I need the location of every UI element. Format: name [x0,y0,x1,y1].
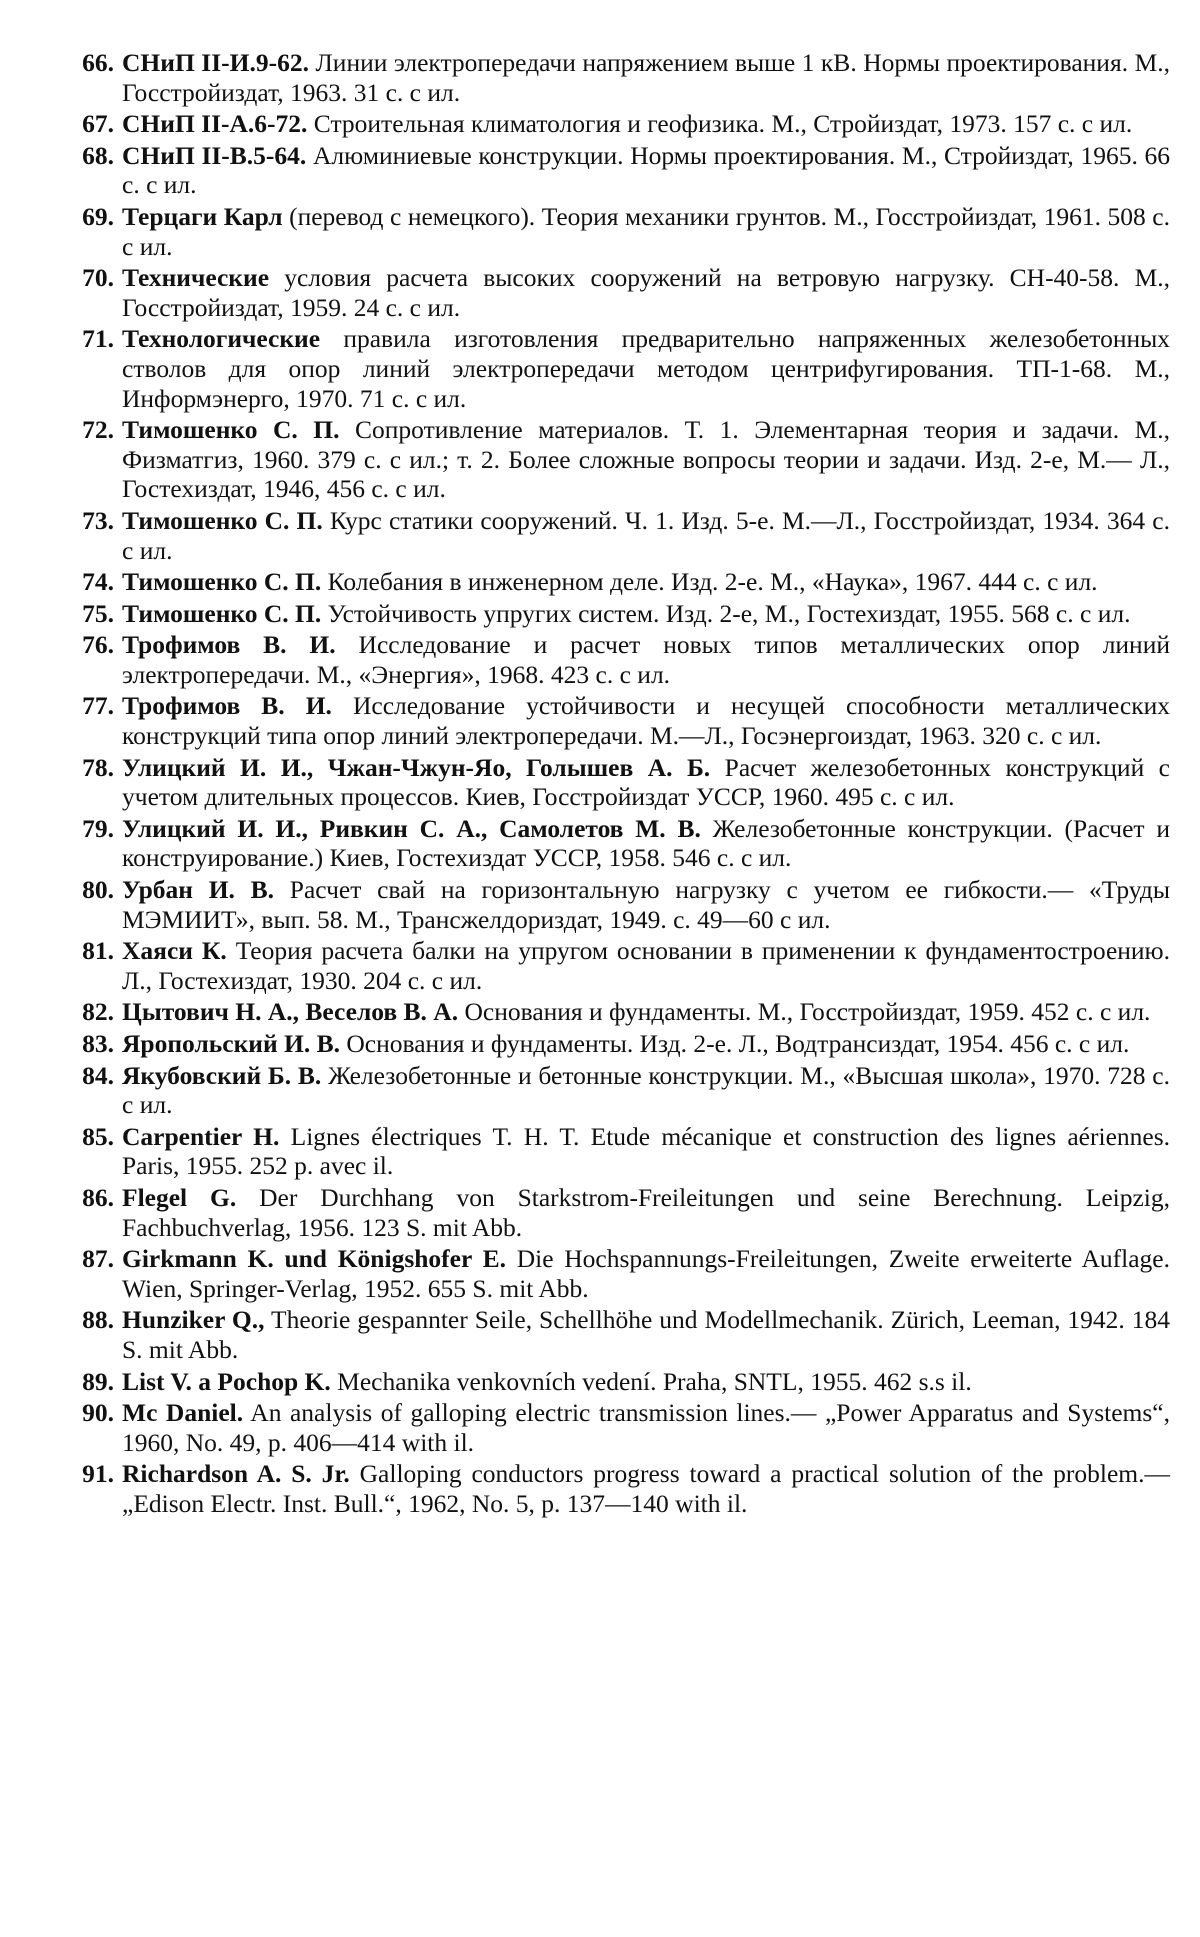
reference-entry [60,506,1170,565]
entry-author: Урбан И. В. [122,875,275,905]
entry-author: Яропольский И. В. [122,1029,340,1058]
entry-author: СНиП II-И.9-62. [122,48,309,77]
entry-text: Die Hochspannungs-Freileitungen, Zweite erweiterte Auflage. Wien, Springer-Verlag, 1952. 655 S. mit Abb. [122,1244,1170,1303]
reference-entry [60,691,1170,750]
entry-number: 88. [82,1305,114,1335]
entry-text: Сопротивление материалов. Т. 1. Элементарная теория и задачи. М., Физматгиз, 1960. 379 с. с ил.; т. 2. Более сложные вопросы теории и задачи. Изд. 2-е, М.— Л., Гостехиздат, 1946, 456 с. с ил. [122,415,1171,504]
entry-number: 89. [82,1366,114,1396]
entry-text: Исследование устойчивости и несущей способности металлических конструкций типа опор линий электропередачи. М.—Л., Госэнергоиздат, 1963. 320 с. с ил. [122,691,1170,751]
reference-entry [60,875,1170,934]
entry-number: 86. [82,1182,114,1212]
entry-text: (перевод с немецкого). Теория механики грунтов. М., Госстройиздат, 1961. 508 с. с ил. [122,201,1170,261]
entry-number: 67. [82,109,114,139]
entry-text: Основания и фундаменты. Изд. 2-е. Л., Водтрансиздат, 1954. 456 с. с ил. [346,1029,1130,1058]
reference-list [60,48,1170,1521]
entry-number: 83. [82,1029,114,1058]
entry-number: 84. [82,1060,114,1090]
entry-number: 76. [82,630,114,660]
entry-number: 68. [82,140,114,170]
entry-text: Theorie gespannter Seile, Schellhöhe und Modellmechanik. Zürich, Leeman, 1942. 184 S. mit Abb. [122,1305,1170,1364]
entry-number: 87. [82,1244,114,1274]
entry-text: Курс статики сооружений. Ч. 1. Изд. 5-е. М.—Л., Госстройиздат, 1934. 364 с. с ил. [122,505,1171,565]
entry-number: 82. [82,997,114,1027]
entry-author: Технологические [122,324,321,354]
entry-text: Lignes électriques T. H. T. Etude mécanique et construction des lignes aériennes. Paris, 1955. 252 p. avec il. [122,1121,1171,1181]
reference-entry [60,1122,1170,1181]
entry-text: Galloping conductors progress toward a practical solution of the problem.— „Edison Electr. Inst. Bull.“, 1962, No. 5, p. 137—140 with il. [122,1459,1170,1518]
reference-entry [60,263,1170,322]
entry-number: 72. [82,415,114,445]
entry-number: 80. [82,875,114,905]
entry-text: Линии электропередачи напряжением выше 1 кВ. Нормы проектирования. М., Госстройиздат, 1963. 31 с. с ил. [122,48,1171,107]
reference-entry [60,1367,1170,1397]
entry-text: правила изготовления предварительно напряженных железобетонных стволов для опор линий электропередачи методом центрифугирования. ТП-1-68. М., Информэнерго, 1970. 71 с. с ил. [122,324,1171,413]
reference-entry [60,936,1170,995]
reference-entry [60,141,1170,200]
entry-number: 66. [82,48,114,77]
reference-entry [60,202,1170,261]
entry-author: Улицкий И. И., Ривкин С. А., Самолетов М. В. [122,813,701,843]
reference-entry [60,1183,1170,1242]
reference-entry [60,1459,1170,1518]
entry-author: Тимошенко С. П. [122,415,340,445]
reference-entry [60,1305,1170,1364]
entry-author: Hunziker Q., [122,1305,265,1335]
reference-entry [60,1061,1170,1120]
entry-author: Хаяси К. [122,936,227,966]
entry-author: Richardson A. S. Jr. [122,1459,350,1489]
reference-entry [60,997,1170,1027]
entry-text: условия расчета высоких сооружений на ветровую нагрузку. СН-40-58. М., Госстройиздат, 1959. 24 с. с ил. [122,263,1171,322]
entry-number: 81. [82,936,114,966]
entry-text: Железобетонные и бетонные конструкции. М., «Высшая школа», 1970. 728 с. с ил. [122,1060,1170,1120]
reference-entry [60,599,1170,629]
entry-number: 90. [82,1398,114,1428]
reference-entry [60,48,1170,107]
reference-entry [60,415,1170,504]
entry-author: Якубовский Б. В. [122,1060,322,1090]
entry-number: 71. [82,324,114,354]
reference-entry [60,630,1170,689]
entry-number: 75. [82,598,114,628]
entry-text: Железобетонные конструкции. (Расчет и конструирование.) Киев, Гостехиздат УССР, 1958. 546 с. с ил. [122,813,1170,873]
entry-author: Технические [122,263,270,293]
entry-number: 69. [82,201,114,231]
entry-author: Тимошенко С. П. [122,505,323,535]
entry-author: Тимошенко С. П. [122,567,322,597]
entry-text: Der Durchhang von Starkstrom-Freileitungen und seine Berechnung. Leipzig, Fachbuchverlag, 1956. 123 S. mit Abb. [122,1182,1171,1242]
reference-entry [60,1244,1170,1303]
entry-text: Устойчивость упругих систем. Изд. 2-е, М., Гостехиздат, 1955. 568 с. с ил. [327,598,1131,628]
entry-author: Трофимов В. И. [122,691,332,721]
entry-text: An analysis of galloping electric transmission lines.— „Power Apparatus and Systems“, 1960, No. 49, p. 406—414 with il. [122,1398,1170,1457]
entry-text: Теория расчета балки на упругом основании в применении к фундаментостроению. Л., Гостехиздат, 1930. 204 с. с ил. [122,936,1170,995]
entry-number: 85. [82,1121,114,1151]
entry-author: Flegel G. [122,1182,237,1212]
entry-author: Терцаги Карл [122,201,283,231]
entry-author: СНиП II-А.6-72. [122,109,308,139]
entry-text: Алюминиевые конструкции. Нормы проектирования. М., Стройиздат, 1965. 66 с. с ил. [122,140,1170,200]
entry-author: Цытович Н. А., Веселов В. А. [122,997,459,1027]
entry-number: 91. [82,1459,114,1489]
entry-author: List V. a Pochop K. [122,1366,331,1396]
reference-entry [60,753,1170,812]
entry-text: Mechanika venkovních vedení. Praha, SNTL, 1955. 462 s.s il. [337,1366,972,1396]
reference-entry [60,109,1170,139]
entry-number: 74. [82,567,114,597]
reference-entry [60,1029,1170,1059]
entry-text: Колебания в инженерном деле. Изд. 2-е. М., «Наука», 1967. 444 с. с ил. [327,567,1098,597]
entry-number: 78. [82,752,114,782]
reference-entry [60,1398,1170,1457]
entry-text: Строительная климатология и геофизика. М., Стройиздат, 1973. 157 с. с ил. [313,109,1133,139]
entry-text: Расчет свай на горизонтальную нагрузку с учетом ее гибкости.— «Труды МЭМИИТ», вып. 58. М., Трансжелдориздат, 1949. с. 49—60 с ил. [122,875,1170,934]
reference-entry [60,324,1170,413]
reference-entry [60,567,1170,597]
entry-author: Mc Daniel. [122,1398,244,1428]
entry-author: Улицкий И. И., Чжан-Чжун-Яо, Голышев А. Б. [122,752,711,782]
entry-author: Тимошенко С. П. [122,598,322,628]
entry-author: СНиП II-В.5-64. [122,140,307,170]
entry-author: Carpentier H. [122,1121,280,1151]
entry-text: Исследование и расчет новых типов металлических опор линий электропередачи. М., «Энергия», 1968. 423 с. с ил. [122,630,1170,689]
entry-number: 77. [82,691,114,721]
entry-text: Основания и фундаменты. М., Госстройиздат, 1959. 452 с. с ил. [464,997,1151,1027]
entry-author: Girkmann K. und Königshofer E. [122,1244,506,1274]
entry-author: Трофимов В. И. [122,630,336,660]
entry-text: Расчет железобетонных конструкций с учетом длительных процессов. Киев, Госстройиздат УССР, 1960. 495 с. с ил. [122,752,1170,812]
reference-entry [60,814,1170,873]
entry-number: 73. [82,505,114,535]
entry-number: 70. [82,263,114,293]
entry-number: 79. [82,813,114,843]
